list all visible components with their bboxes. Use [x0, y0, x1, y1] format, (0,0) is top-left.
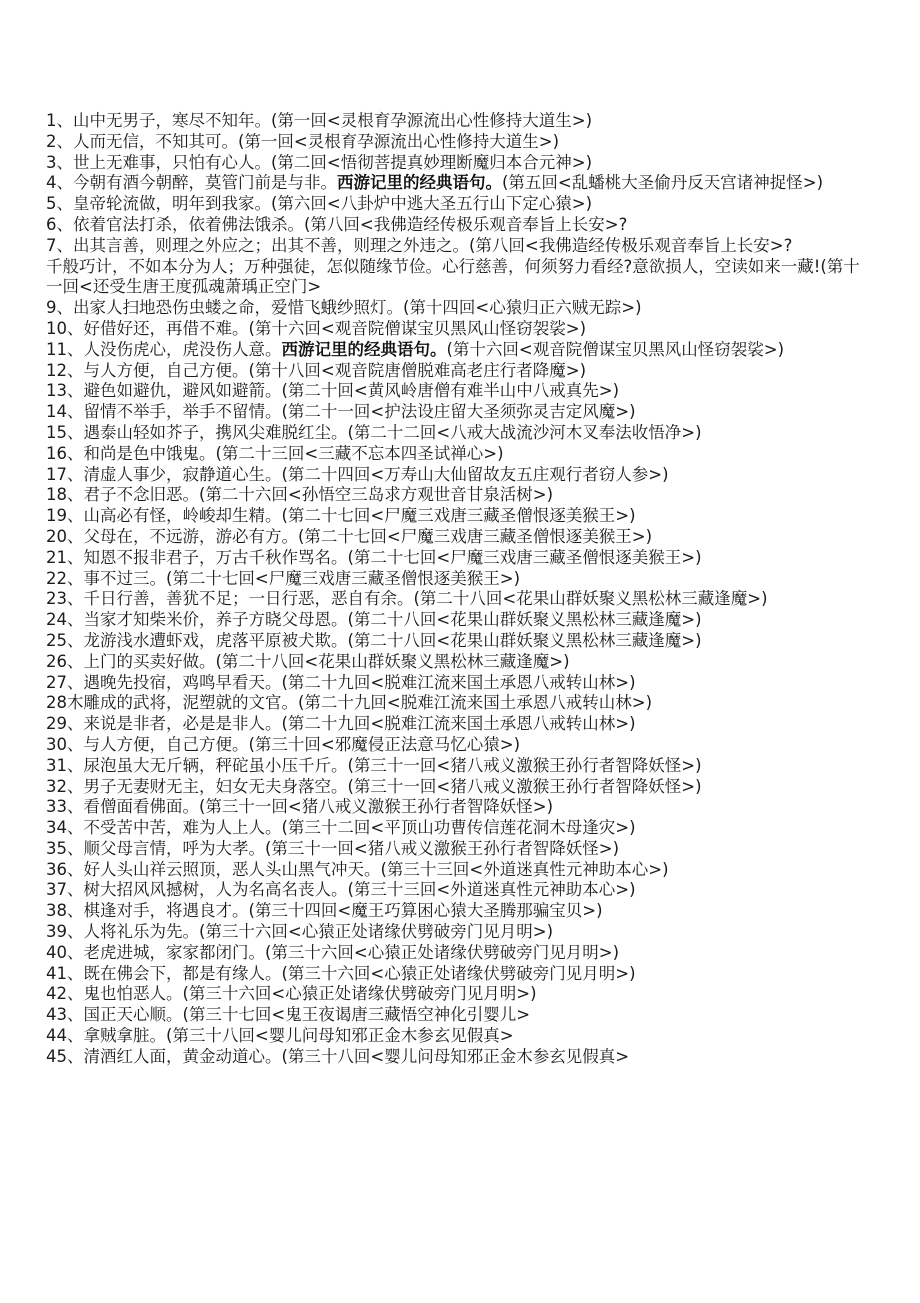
quote-text: 15、遇泰山轻如芥子，携风尖难脱红尘。(第二十二回<八戒大战流沙河木叉奉法收悟净>)	[46, 422, 702, 442]
quote-line	[46, 319, 876, 340]
quote-text: 43、国正天心顺。(第三十七回<鬼王夜谒唐三藏悟空神化引婴儿>	[46, 1005, 531, 1025]
quote-text: 10、好借好还，再借不难。(第十六回<观音院僧谋宝贝黑风山怪窃袈裟>)	[46, 318, 587, 338]
quote-text: 33、看僧面看佛面。(第三十一回<猪八戒义激猴王孙行者智降妖怪>)	[46, 797, 554, 817]
quote-line	[46, 714, 876, 735]
quote-text: 42、鬼也怕恶人。(第三十六回<心猿正处诸缘伏劈破旁门见月明>)	[46, 984, 537, 1004]
quote-line	[46, 693, 876, 714]
quote-text: 25、龙游浅水遭虾戏，虎落平原被犬欺。(第二十八回<花果山群妖聚义黑松林三藏逢魔>)	[46, 630, 702, 650]
quote-line	[46, 735, 876, 756]
quote-text: (第十六回<观音院僧谋宝贝黑风山怪窃袈裟>)	[446, 339, 785, 359]
quote-line	[46, 673, 876, 694]
quote-text: 9、出家人扫地恐伤虫蝼之命，爱惜飞蛾纱照灯。(第十四回<心猿归正六贼无踪>)	[46, 298, 642, 318]
quote-text: 20、父母在，不远游，游必有方。(第二十七回<尸魔三戏唐三藏圣僧恨逐美猴王>)	[46, 526, 653, 546]
quote-text: 4、今朝有酒今朝醉，莫管门前是与非。	[46, 173, 337, 193]
quote-line	[46, 756, 876, 777]
quote-text: 27、遇晚先投宿，鸡鸣早看天。(第二十九回<脱难江流来国土承恩八戒转山林>)	[46, 672, 636, 692]
quote-text: 2、人而无信，不知其可。(第一回<灵根育孕源流出心性修持大道生>)	[46, 131, 560, 151]
quote-text: 7、出其言善，则理之外应之；出其不善，则理之外违之。(第八回<我佛造经传极乐观音奉旨上长安>?	[46, 235, 793, 255]
quote-line	[46, 652, 876, 673]
quote-text: 35、顺父母言情，呼为大孝。(第三十一回<猪八戒义激猴王孙行者智降妖怪>)	[46, 838, 620, 858]
quote-text: 千般巧计，不如本分为人；万种强徒，怎似随缘节俭。心行慈善，何须努力看经?意欲损人，空读如来一藏!(第十一回<还受生唐王度孤魂萧瑀正空门>	[46, 256, 860, 297]
quote-line	[46, 589, 876, 610]
quote-text: 1、山中无男子，寒尽不知年。(第一回<灵根育孕源流出心性修持大道生>)	[46, 111, 593, 130]
quote-text: 40、老虎进城，家家都闭门。(第三十六回<心猿正处诸缘伏劈破旁门见月明>)	[46, 942, 620, 962]
quote-text: 45、清酒红人面，黄金动道心。(第三十八回<婴儿问母知邪正金木参玄见假真>	[46, 1046, 630, 1066]
quote-line	[46, 839, 876, 860]
quote-text: 26、上门的买卖好做。(第二十八回<花果山群妖聚义黑松林三藏逢魔>)	[46, 651, 570, 671]
quote-line	[46, 298, 876, 319]
quote-line	[46, 153, 876, 174]
quote-line	[46, 465, 876, 486]
quote-line	[46, 340, 876, 361]
quote-text: 30、与人方便，自己方便。(第三十回<邪魔侵正法意马忆心猿>)	[46, 734, 521, 754]
quote-line	[46, 381, 876, 402]
quote-line	[46, 1047, 876, 1068]
quote-line	[46, 984, 876, 1005]
quote-text: 37、树大招风风撼树，人为名高名丧人。(第三十三回<外道迷真性元神助本心>)	[46, 880, 636, 900]
quote-text: 44、拿贼拿脏。(第三十八回<婴儿问母知邪正金木参玄见假真>	[46, 1026, 514, 1046]
quote-text: 28木雕成的武将，泥塑就的文官。(第二十九回<脱难江流来国土承恩八戒转山林>)	[46, 693, 653, 713]
quote-line	[46, 943, 876, 964]
quote-line	[46, 901, 876, 922]
quote-list	[46, 111, 876, 1068]
quote-text: 3、世上无难事，只怕有心人。(第二回<悟彻菩提真妙理断魔归本合元神>)	[46, 152, 593, 172]
quote-line	[46, 111, 876, 132]
quote-text: 11、人没伤虎心，虎没伤人意。	[46, 339, 282, 359]
quote-text: 31、尿泡虽大无斤辆，秤砣虽小压千斤。(第三十一回<猪八戒义激猴王孙行者智降妖怪>)	[46, 755, 702, 775]
emphasis-text: 西游记里的经典语句。	[281, 339, 447, 359]
quote-line	[46, 132, 876, 153]
quote-line	[46, 215, 876, 236]
quote-text: 5、皇帝轮流做，明年到我家。(第六回<八卦炉中逃大圣五行山下定心猿>)	[46, 194, 593, 214]
quote-text: 34、不受苦中苦，难为人上人。(第三十二回<平顶山功曹传信莲花洞木母逢灾>)	[46, 818, 636, 838]
quote-line	[46, 964, 876, 985]
quote-text: 23、千日行善，善犹不足；一日行恶，恶自有余。(第二十八回<花果山群妖聚义黑松林三藏逢魔>)	[46, 589, 768, 609]
quote-line	[46, 922, 876, 943]
quote-text: 29、来说是非者，必是是非人。(第二十九回<脱难江流来国土承恩八戒转山林>)	[46, 714, 636, 734]
quote-line	[46, 797, 876, 818]
quote-text: 38、棋逢对手，将遇良才。(第三十四回<魔王巧算困心猿大圣腾那骗宝贝>)	[46, 901, 603, 921]
quote-text: (第五回<乱蟠桃大圣偷丹反天宫诸神捉怪>)	[502, 173, 824, 193]
quote-line	[46, 257, 876, 299]
quote-line	[46, 1005, 876, 1026]
quote-text: 16、和尚是色中饿鬼。(第二十三回<三藏不忘本四圣试禅心>)	[46, 443, 504, 463]
quote-line	[46, 880, 876, 901]
quote-text: 24、当家才知柴米价，养子方晓父母恩。(第二十八回<花果山群妖聚义黑松林三藏逢魔>)	[46, 610, 702, 630]
quote-line	[46, 1026, 876, 1047]
quote-text: 32、男子无妻财无主，妇女无夫身落空。(第三十一回<猪八戒义激猴王孙行者智降妖怪>)	[46, 776, 702, 796]
quote-line	[46, 631, 876, 652]
quote-text: 36、好人头山祥云照顶，恶人头山黑气冲天。(第三十三回<外道迷真性元神助本心>)	[46, 859, 669, 879]
quote-text: 22、事不过三。(第二十七回<尸魔三戏唐三藏圣僧恨逐美猴王>)	[46, 568, 521, 588]
quote-line	[46, 527, 876, 548]
quote-text: 21、知恩不报非君子，万古千秋作骂名。(第二十七回<尸魔三戏唐三藏圣僧恨逐美猴王>)	[46, 547, 702, 567]
quote-text: 17、清虚人事少，寂静道心生。(第二十四回<万寿山大仙留故友五庄观行者窃人参>)	[46, 464, 669, 484]
quote-line	[46, 402, 876, 423]
quote-line	[46, 444, 876, 465]
quote-text: 6、依着官法打杀，依着佛法饿杀。(第八回<我佛造经传极乐观音奉旨上长安>?	[46, 214, 628, 234]
quote-line	[46, 548, 876, 569]
quote-text: 19、山高必有怪，岭峻却生精。(第二十七回<尸魔三戏唐三藏圣僧恨逐美猴王>)	[46, 506, 636, 526]
quote-text: 14、留情不举手，举手不留情。(第二十一回<护法设庄留大圣须弥灵吉定风魔>)	[46, 402, 636, 422]
quote-line	[46, 173, 876, 194]
quote-line	[46, 236, 876, 257]
quote-line	[46, 506, 876, 527]
quote-line	[46, 860, 876, 881]
quote-text: 12、与人方便，自己方便。(第十八回<观音院唐僧脱难高老庄行者降魔>)	[46, 360, 587, 380]
quote-line	[46, 610, 876, 631]
quote-line	[46, 569, 876, 590]
quote-line	[46, 818, 876, 839]
quote-line	[46, 361, 876, 382]
quote-text: 41、既在佛会下，都是有缘人。(第三十六回<心猿正处诸缘伏劈破旁门见月明>)	[46, 963, 636, 983]
quote-text: 39、人将礼乐为先。(第三十六回<心猿正处诸缘伏劈破旁门见月明>)	[46, 922, 554, 942]
quote-text: 18、君子不念旧恶。(第二十六回<孙悟空三岛求方观世音甘泉活树>)	[46, 485, 554, 505]
emphasis-text: 西游记里的经典语句。	[337, 173, 502, 193]
quote-text: 13、避色如避仇，避风如避箭。(第二十回<黄风岭唐僧有难半山中八戒真先>)	[46, 381, 620, 401]
quote-line	[46, 194, 876, 215]
quote-line	[46, 423, 876, 444]
quote-line	[46, 777, 876, 798]
quote-line	[46, 485, 876, 506]
